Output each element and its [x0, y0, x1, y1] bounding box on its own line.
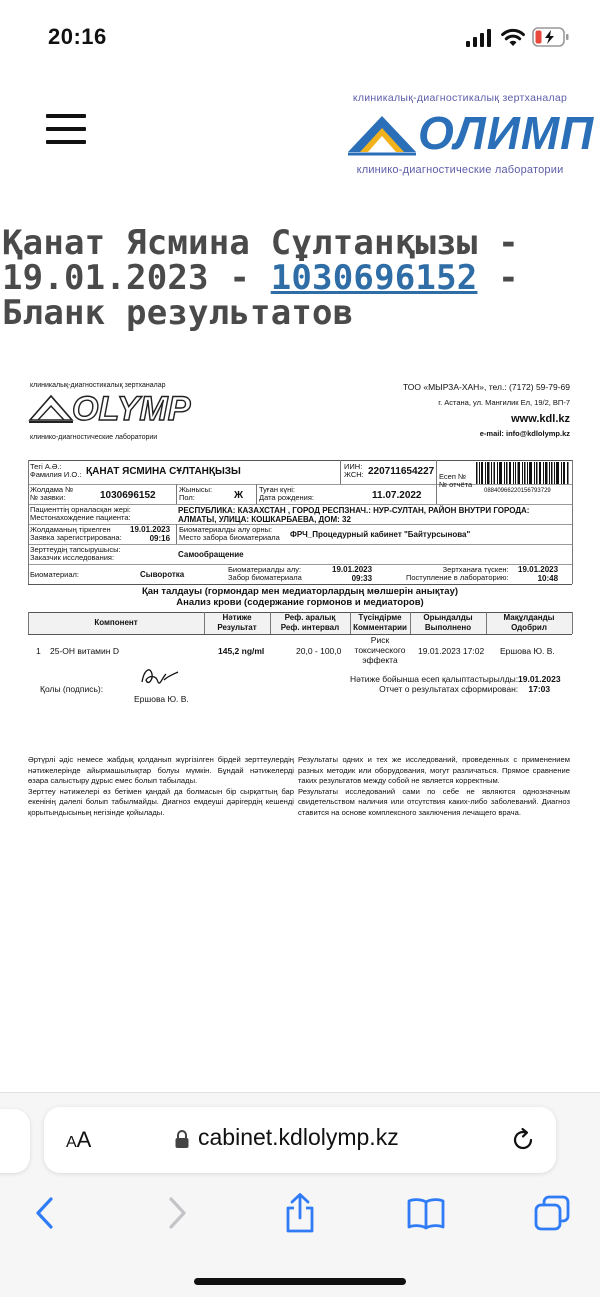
barcode-number: 08840966220156793729 [484, 488, 551, 494]
logo-tagline-kz: клиникалық-диагностикалық зертханалар [352, 92, 568, 104]
result-value: 145,2 ng/ml [218, 646, 265, 656]
registered-datetime: 19.01.2023 09:16 [130, 525, 171, 543]
doc-mountain-logo-icon [28, 392, 74, 424]
back-arrow-icon[interactable] [24, 1191, 68, 1235]
lock-icon [174, 1129, 190, 1149]
browser-toolbar [0, 1191, 600, 1241]
doc-logo-tagline-ru: клинико-диагностические лаборатории [30, 434, 158, 441]
biomaterial-value: Сыворотка [140, 570, 185, 579]
iin-value: 220711654227 [368, 466, 435, 477]
barcode-image [476, 462, 570, 484]
text-size-button[interactable]: AA [66, 1127, 92, 1152]
col-header-component: Компонент [94, 618, 138, 627]
title-name-date: Қанат Ясмина Сұлтанқызы - 19.01.2023 - [2, 223, 519, 298]
collect-label: Биоматериалды алу: Забор биоматериала [228, 565, 302, 582]
menu-icon[interactable] [46, 114, 86, 144]
share-icon[interactable] [278, 1191, 322, 1235]
report-number-label: Есеп № № отчёта [439, 472, 473, 489]
sex-label: Жынысы: Пол: [179, 485, 213, 502]
company-email: e-mail: info@kdlolymp.kz [479, 429, 570, 438]
order-number: 1030696152 [100, 490, 156, 501]
handwritten-signature [136, 662, 180, 692]
disclaimer-kz: Әртүрлі әдіс немесе жабдық қолданып жүргізілген бірдей зерттеулердің нәтижелерінде айырмашылықтар болуы мүмкін. Бұндай нәтижелерді өзара салыстыру дұрыс емес болып табылады. Зерттеу нәтижелері өз бетімен қандай да болмасын бір сырқаттың бар екенінің дәлелі болып табылмайды. Диагноз емдеуші дәрігердің кешенді қорытындысының негізінде қойылады. [28, 755, 294, 817]
col-header-comment: Түсіндірме Комментарии [353, 613, 407, 632]
company-address: г. Астана, ул. Мангилик Ел, 19/2, ВП-7 [438, 398, 570, 407]
registered-label: Жолдаманың тіркелген Заявка зарегистрирована: [30, 525, 122, 542]
company-website: www.kdl.kz [511, 413, 570, 425]
doc-logo-tagline-kz: клиникалық-диагностикалық зертханалар [30, 382, 166, 389]
report-formed-label: Нәтиже бойынша есеп қалыптастырылды: Отчет о результатах сформирован: [350, 674, 519, 694]
olimp-logo[interactable] [340, 92, 595, 182]
surname-label: Тегі А.Ә.: Фамилия И.О.: [30, 462, 82, 479]
logo-tagline-ru: клинико-диагностические лаборатории [356, 164, 564, 176]
sex-value: Ж [234, 490, 244, 501]
company-info [403, 382, 570, 438]
col-header-approved: Мақұлданды Одобрил [503, 613, 555, 632]
disclaimer-ru: Результаты одних и тех же исследований, проведенных с применением разных методик или оборудования, могут различаться. Прямое сравнение таких результатов между собой не является корректным. Результаты исследований сами по себе не являются однозначным свидетельством наличия или отсутствия каких-либо заболеваний. Диагноз ставится на основе комплексного заключения лечащего врача. [298, 755, 570, 817]
result-component: 25-ОН витамин D [50, 646, 119, 656]
bookmarks-icon[interactable] [404, 1191, 448, 1235]
collect-place: ФРЧ_Процедурный кабинет "Байтурсынова" [290, 530, 471, 539]
customer-label: Зерттеудің тапсырушысы: Заказчик исследования: [30, 545, 121, 562]
col-header-done: Орындалды Выполнено [423, 613, 473, 632]
status-bar [0, 0, 600, 76]
customer-value: Самообращение [178, 550, 244, 559]
company-name: ТОО «МЫРЗА-ХАН», тел.: (7172) 59-79-69 [402, 382, 570, 392]
received-datetime: 19.01.2023 10:48 [518, 565, 559, 583]
location-label: Пациенттің орналасқан жері: Местонахождение пациента: [30, 505, 131, 522]
dob-value: 11.07.2022 [372, 490, 422, 501]
battery-charging-icon [532, 27, 570, 47]
logo-wordmark: ОЛИМП [418, 107, 595, 159]
received-label: Зертханаға түскен: Поступление в лабораторию: [406, 565, 509, 582]
col-header-reference: Реф. аралық Реф. интервал [280, 613, 340, 632]
olymp-document-logo [28, 380, 198, 440]
doc-logo-wordmark: OLYMP [72, 390, 191, 428]
result-approved: Ершова Ю. В. [500, 646, 555, 656]
forward-arrow-icon[interactable] [154, 1191, 198, 1235]
site-header [0, 80, 600, 190]
signature-label: Қолы (подпись): [40, 684, 104, 694]
address-bar[interactable] [44, 1107, 556, 1173]
title-suffix: - Бланк результатов [2, 258, 519, 333]
result-done: 19.01.2023 17:02 [418, 646, 485, 656]
wifi-icon [500, 26, 526, 48]
iin-label: ИИН: ЖСН: [344, 462, 364, 479]
page-title [2, 223, 592, 333]
collect-datetime: 19.01.2023 09:33 [332, 565, 373, 583]
result-reference: 20,0 - 100,0 [296, 646, 342, 656]
tabs-icon[interactable] [530, 1191, 574, 1235]
browser-bottom-bar [0, 1092, 600, 1297]
order-label: Жолдама № № заявки: [30, 485, 74, 502]
result-row-index: 1 [36, 646, 41, 656]
home-indicator [194, 1278, 406, 1285]
result-comment: Риск токсического эффекта [354, 635, 406, 665]
dob-label: Туған күні: Дата рождения: [259, 485, 314, 502]
signer-name: Ершова Ю. В. [134, 694, 189, 704]
biomaterial-label: Биоматериал: [30, 570, 79, 579]
order-number-link[interactable]: 1030696152 [270, 258, 478, 298]
mountain-logo-icon [346, 108, 418, 160]
reload-icon[interactable] [510, 1127, 536, 1153]
report-formed-datetime: 19.01.2023 17:03 [518, 674, 561, 694]
analysis-section-title: Қан талдауы (гормондар мен медиаторлардың мөлшерін анықтау) Анализ крови (содержание гормонов и медиаторов) [141, 586, 459, 608]
results-form-document [24, 372, 576, 822]
cellular-signal-icon [466, 29, 492, 47]
patient-name: ҚАНАТ ЯСМИНА СҰЛТАНҚЫЗЫ [86, 466, 241, 477]
collect-place-label: Биоматериалды алу орны: Место забора биоматериала [179, 525, 280, 542]
status-time: 20:16 [48, 24, 107, 49]
patient-location: РЕСПУБЛИКА: КАЗАХСТАН , ГОРОД РЕСПЗНАЧ.: НУР-СУЛТАН, РАЙОН ВНУТРИ ГОРОДА: АЛМАТЫ, УЛИЦА: КОШКАРБАЕВА, ДОМ: 32 [178, 506, 530, 524]
col-header-result: Нәтиже Результат [217, 613, 257, 632]
previous-tab-preview[interactable] [0, 1109, 30, 1173]
url-text[interactable]: cabinet.kdlolymp.kz [198, 1124, 399, 1150]
